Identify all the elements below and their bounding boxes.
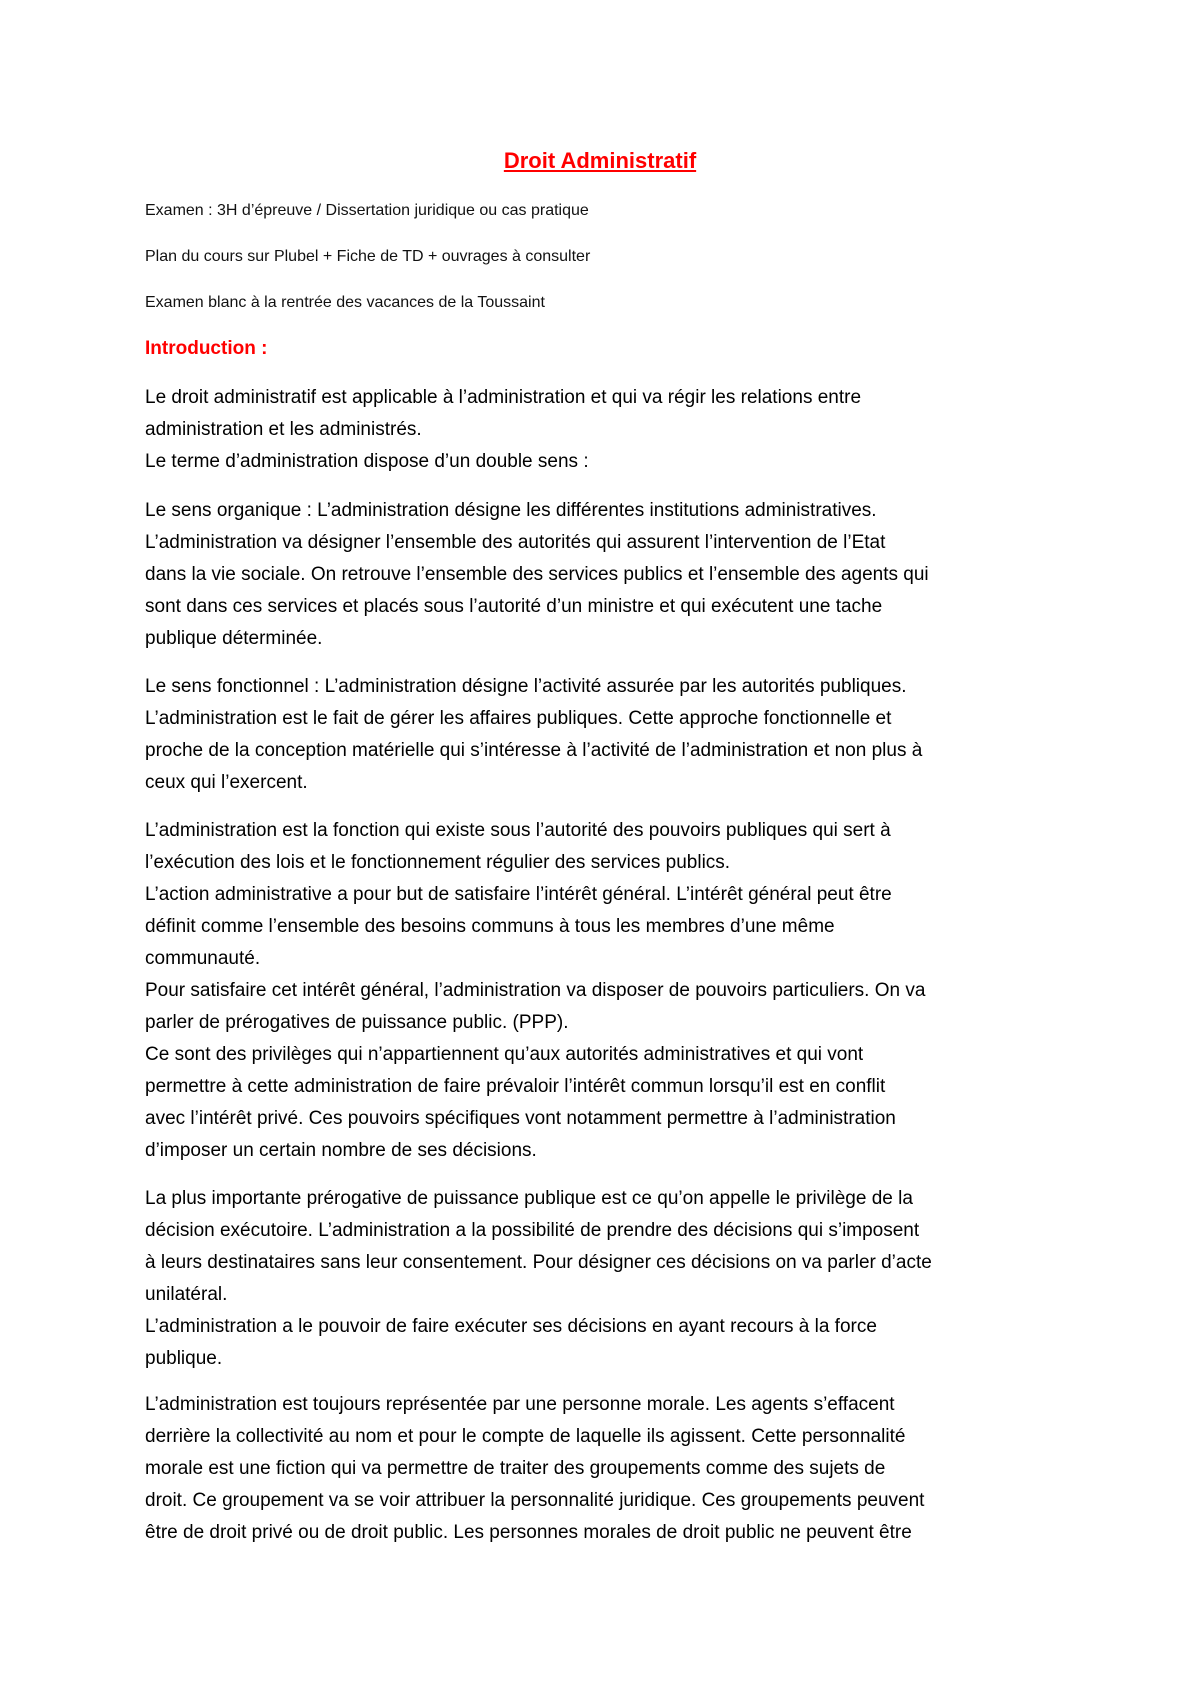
text-line: derrière la collectivité au nom et pour le compte de laquelle ils agissent. Cette personnalité	[145, 1426, 906, 1447]
text-line: décision exécutoire. L’administration a la possibilité de prendre des décisions qui s’imposent	[145, 1220, 920, 1241]
text-line: administration et les administrés.	[145, 419, 422, 440]
paragraph-functional-sense	[145, 671, 1075, 799]
text-line: publique.	[145, 1348, 223, 1369]
text-line: L’administration est la fonction qui existe sous l’autorité des pouvoirs publiques qui sert à	[145, 820, 891, 841]
text-line: Le sens organique : L’administration désigne les différentes institutions administratives.	[145, 500, 877, 521]
text-line: l’exécution des lois et le fonctionnement régulier des services publics.	[145, 852, 731, 873]
text-line: L’administration est toujours représentée par une personne morale. Les agents s’effacent	[145, 1394, 895, 1415]
text-line: Le droit administratif est applicable à l’administration et qui va régir les relations entre	[145, 387, 862, 408]
exam-info-line: Examen : 3H d’épreuve / Dissertation juridique ou cas pratique	[145, 202, 589, 219]
text-line: droit. Ce groupement va se voir attribuer la personnalité juridique. Ces groupements peuvent	[145, 1490, 925, 1511]
mock-exam-line: Examen blanc à la rentrée des vacances de la Toussaint	[145, 294, 545, 311]
text-line: définit comme l’ensemble des besoins communs à tous les membres d’une même	[145, 916, 835, 937]
paragraph-definition	[145, 382, 1075, 478]
text-line: être de droit privé ou de droit public. Les personnes morales de droit public ne peuvent être	[145, 1522, 912, 1543]
paragraph-general-interest	[145, 815, 1075, 1167]
text-line: Le terme d’administration dispose d’un double sens :	[145, 451, 589, 472]
text-line: à leurs destinataires sans leur consentement. Pour désigner ces décisions on va parler d’acte	[145, 1252, 932, 1273]
text-line: L’action administrative a pour but de satisfaire l’intérêt général. L’intérêt général peut être	[145, 884, 892, 905]
paragraph-legal-person	[145, 1389, 1075, 1549]
introduction-heading: Introduction :	[145, 338, 268, 359]
text-line: parler de prérogatives de puissance public. (PPP).	[145, 1012, 569, 1033]
text-line: permettre à cette administration de faire prévaloir l’intérêt commun lorsqu’il est en conflit	[145, 1076, 886, 1097]
text-line: La plus importante prérogative de puissance publique est ce qu’on appelle le privilège de la	[145, 1188, 913, 1209]
text-line: proche de la conception matérielle qui s’intéresse à l’activité de l’administration et non plus à	[145, 740, 923, 761]
text-line: ceux qui l’exercent.	[145, 772, 308, 793]
text-line: L’administration a le pouvoir de faire exécuter ses décisions en ayant recours à la force	[145, 1316, 877, 1337]
paragraph-organic-sense	[145, 495, 1075, 655]
text-line: Le sens fonctionnel : L’administration désigne l’activité assurée par les autorités publiques.	[145, 676, 907, 697]
text-line: Pour satisfaire cet intérêt général, l’administration va disposer de pouvoirs particuliers. On va	[145, 980, 926, 1001]
text-line: morale est une fiction qui va permettre de traiter des groupements comme des sujets de	[145, 1458, 886, 1479]
text-line: unilatéral.	[145, 1284, 228, 1305]
text-line: sont dans ces services et placés sous l’autorité d’un ministre et qui exécutent une tache	[145, 596, 883, 617]
text-line: publique déterminée.	[145, 628, 323, 649]
course-plan-line: Plan du cours sur Plubel + Fiche de TD + ouvrages à consulter	[145, 248, 591, 265]
text-line: Ce sont des privilèges qui n’appartiennent qu’aux autorités administratives et qui vont	[145, 1044, 864, 1065]
text-line: communauté.	[145, 948, 261, 969]
text-line: d’imposer un certain nombre de ses décisions.	[145, 1140, 537, 1161]
text-line: dans la vie sociale. On retrouve l’ensemble des services publics et l’ensemble des agents qui	[145, 564, 929, 585]
document-title: Droit Administratif	[503, 148, 697, 173]
text-line: L’administration est le fait de gérer les affaires publiques. Cette approche fonctionnelle et	[145, 708, 892, 729]
text-line: L’administration va désigner l’ensemble des autorités qui assurent l’intervention de l’Etat	[145, 532, 886, 553]
text-line: avec l’intérêt privé. Ces pouvoirs spécifiques vont notamment permettre à l’administration	[145, 1108, 896, 1129]
paragraph-executive-decision	[145, 1183, 1075, 1375]
